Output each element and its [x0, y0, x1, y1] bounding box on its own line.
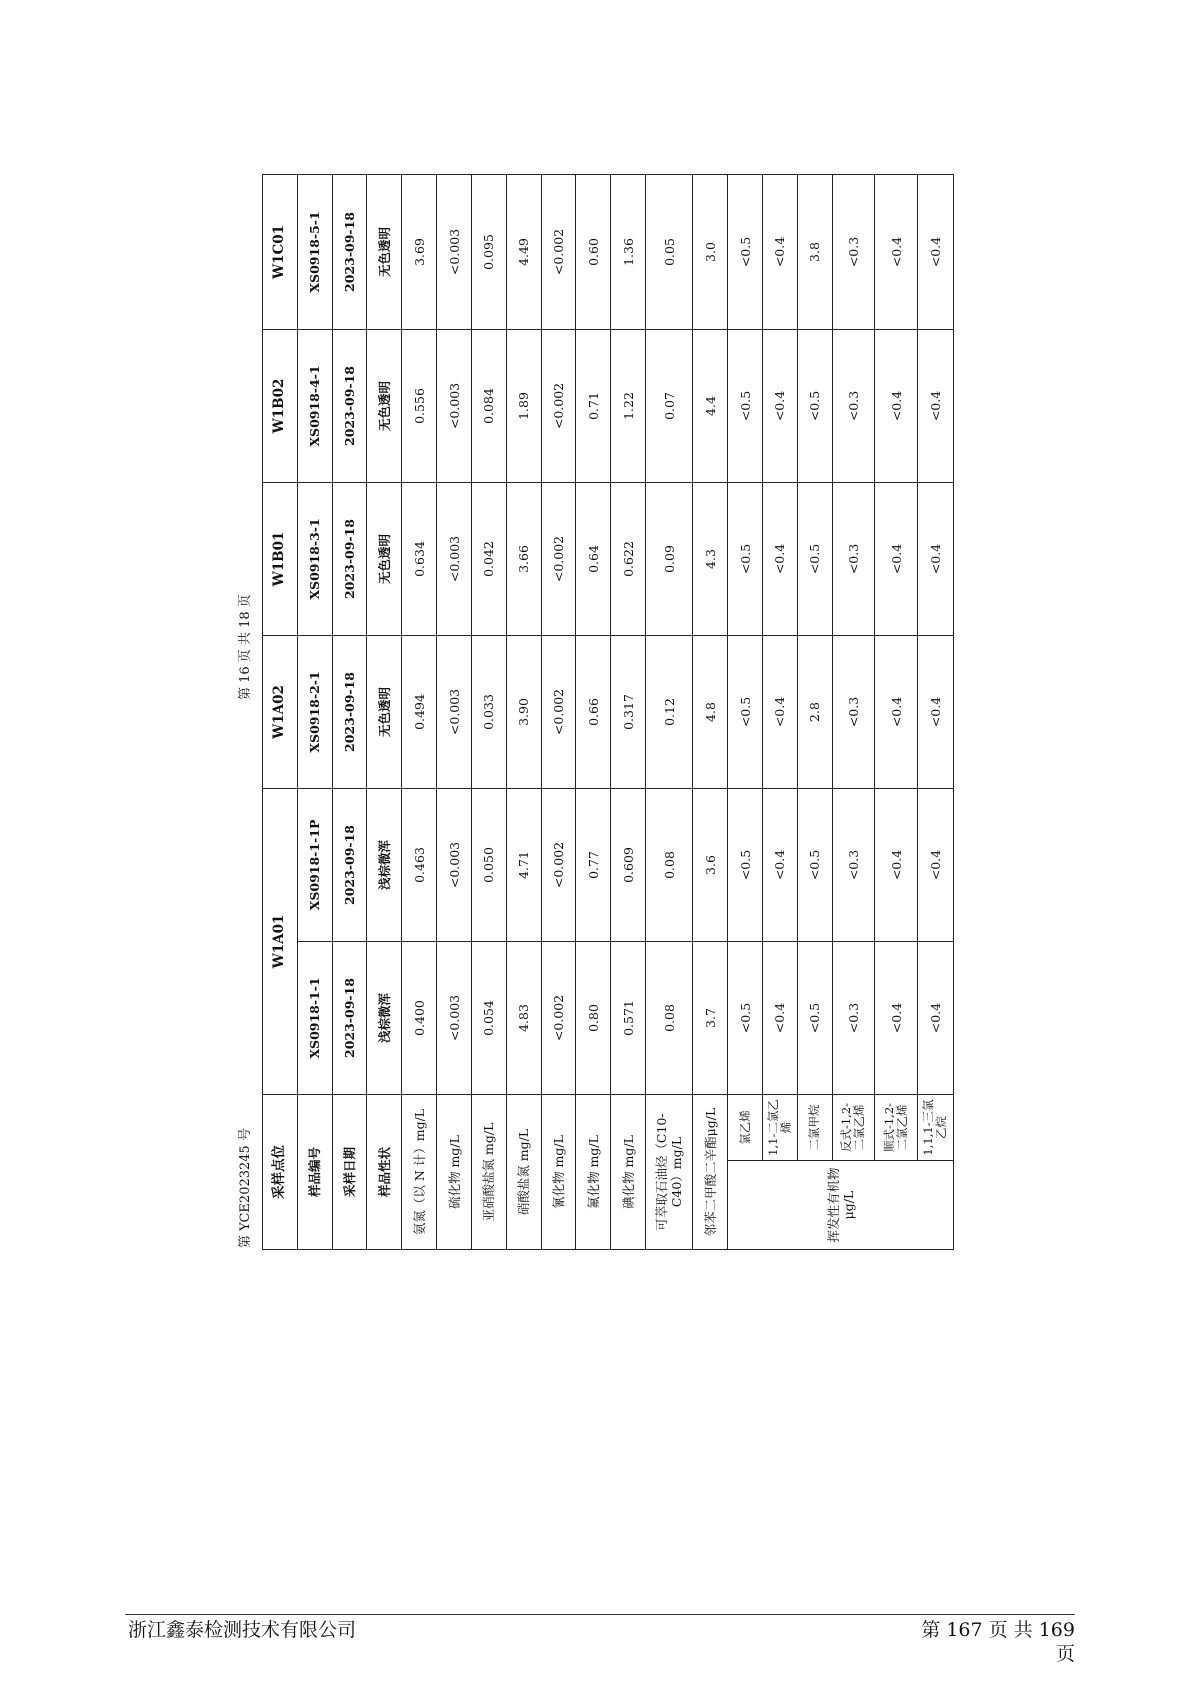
row-label-dcm: 二氯甲烷 [797, 1095, 832, 1161]
table-cell: 3.6 [693, 788, 728, 941]
table-cell: XS0918-1-1P [297, 788, 332, 941]
table-cell: 0.556 [402, 329, 437, 482]
table-row-tca111 [917, 174, 953, 1249]
table-cell: 0.095 [471, 174, 506, 329]
table-cell: 1.36 [611, 174, 646, 329]
table-cell: <0.4 [917, 635, 953, 788]
table-cell: 0.05 [646, 174, 693, 329]
table-cell: <0.5 [797, 482, 832, 635]
row-label-nitrite: 亚硝酸盐氮 mg/L [471, 1095, 506, 1250]
voc-group-label: 挥发性有机物μg/L [728, 1161, 954, 1250]
table-cell: 2023-09-18 [332, 788, 367, 941]
table-cell: 0.77 [576, 788, 611, 941]
table-cell: 4.71 [506, 788, 541, 941]
table-cell: 3.69 [402, 174, 437, 329]
table-cell: 无色透明 [367, 635, 402, 788]
table-cell: <0.002 [541, 482, 576, 635]
table-cell: <0.4 [875, 329, 918, 482]
table-cell: <0.4 [875, 635, 918, 788]
table-cell: 4.3 [693, 482, 728, 635]
table-cell: 浅棕微浑 [367, 788, 402, 941]
table-cell: <0.5 [728, 788, 763, 941]
table-cell: <0.5 [728, 329, 763, 482]
footer-page-number: 第 167 页 共 169 页 [921, 1619, 1075, 1665]
table-cell: <0.5 [728, 482, 763, 635]
table-cell: 0.60 [576, 174, 611, 329]
table-row-iodide [611, 174, 646, 1249]
table-cell: <0.002 [541, 174, 576, 329]
table-cell: 0.12 [646, 635, 693, 788]
table-cell: 0.400 [402, 942, 437, 1095]
row-label-vinyl-chloride: 氯乙烯 [728, 1095, 763, 1161]
point-w1c01: W1C01 [263, 174, 298, 329]
table-cell: <0.3 [832, 635, 875, 788]
row-label-nitrate: 硝酸盐氮 mg/L [506, 1095, 541, 1250]
table-cell: 4.8 [693, 635, 728, 788]
point-w1a01: W1A01 [263, 788, 298, 1094]
row-label-date: 采样日期 [332, 1095, 367, 1250]
table-cell: 0.571 [611, 942, 646, 1095]
table-cell: 0.71 [576, 329, 611, 482]
table-cell: XS0918-2-1 [297, 635, 332, 788]
table-cell: 4.49 [506, 174, 541, 329]
table-cell: <0.4 [762, 329, 797, 482]
row-label-cis-dce: 顺式-1,2-二氯乙烯 [875, 1095, 918, 1161]
table-cell: 1.89 [506, 329, 541, 482]
table-cell: <0.003 [437, 942, 472, 1095]
table-cell: <0.4 [875, 788, 918, 941]
table-cell: XS0918-3-1 [297, 482, 332, 635]
table-cell: 无色透明 [367, 329, 402, 482]
table-cell: 2023-09-18 [332, 635, 367, 788]
table-cell: <0.003 [437, 174, 472, 329]
table-cell: 0.084 [471, 329, 506, 482]
table-cell: XS0918-1-1 [297, 942, 332, 1095]
report-number: 第 YCE2023245 号 [238, 1128, 253, 1248]
table-cell: <0.4 [762, 174, 797, 329]
row-label-cyanide: 氰化物 mg/L [541, 1095, 576, 1250]
table-row-fluoride [576, 174, 611, 1249]
table-cell: <0.4 [917, 788, 953, 941]
table-cell: 3.0 [693, 174, 728, 329]
table-cell: <0.4 [762, 635, 797, 788]
table-cell: <0.002 [541, 635, 576, 788]
table-cell: <0.3 [832, 788, 875, 941]
table-cell: <0.002 [541, 788, 576, 941]
table-cell: 3.8 [797, 174, 832, 329]
table-cell: 0.609 [611, 788, 646, 941]
table-cell: <0.4 [762, 482, 797, 635]
row-label-iodide: 碘化物 mg/L [611, 1095, 646, 1250]
table-cell: <0.3 [832, 942, 875, 1095]
table-cell: <0.5 [797, 329, 832, 482]
table-cell: <0.4 [917, 482, 953, 635]
table-cell: <0.5 [728, 635, 763, 788]
table-cell: 0.80 [576, 942, 611, 1095]
inner-page-info: 第 16 页 共 18 页 [238, 594, 253, 700]
footer-company: 浙江鑫泰检测技术有限公司 [128, 1619, 357, 1641]
row-label-petroleum: 可萃取石油烃（C10-C40）mg/L [646, 1095, 693, 1250]
table-cell: 浅棕微浑 [367, 942, 402, 1095]
row-label-dehp: 邻苯二甲酸二辛酯μg/L [693, 1095, 728, 1250]
point-w1b02: W1B02 [263, 329, 298, 482]
table-cell: 无色透明 [367, 174, 402, 329]
results-table [262, 174, 954, 1250]
table-cell: <0.003 [437, 635, 472, 788]
table-cell: 1.22 [611, 329, 646, 482]
table-cell: 4.4 [693, 329, 728, 482]
table-cell: 2.8 [797, 635, 832, 788]
table-cell: 0.042 [471, 482, 506, 635]
table-cell: 3.66 [506, 482, 541, 635]
table-cell: <0.4 [875, 942, 918, 1095]
table-cell: <0.3 [832, 482, 875, 635]
table-cell: 0.463 [402, 788, 437, 941]
table-row-nitrate [506, 174, 541, 1249]
table-cell: 0.64 [576, 482, 611, 635]
table-row-dce11 [762, 174, 797, 1249]
table-cell: 0.08 [646, 788, 693, 941]
table-row-petroleum [646, 174, 693, 1249]
table-row-date [332, 174, 367, 1249]
table-row-cyanide [541, 174, 576, 1249]
table-cell: 2023-09-18 [332, 942, 367, 1095]
table-cell: <0.4 [875, 482, 918, 635]
table-cell: 2023-09-18 [332, 329, 367, 482]
table-cell: <0.4 [762, 942, 797, 1095]
table-cell: 0.317 [611, 635, 646, 788]
row-label-trans-dce: 反式-1,2-二氯乙烯 [832, 1095, 875, 1161]
table-cell: 0.07 [646, 329, 693, 482]
table-cell: 0.054 [471, 942, 506, 1095]
table-cell: 4.83 [506, 942, 541, 1095]
table-cell: 0.09 [646, 482, 693, 635]
table-cell: 2023-09-18 [332, 482, 367, 635]
table-cell: 0.634 [402, 482, 437, 635]
table-cell: <0.5 [797, 788, 832, 941]
table-row-cis-dce [875, 174, 918, 1249]
table-row-point [263, 174, 298, 1249]
table-cell: 0.622 [611, 482, 646, 635]
table-cell: <0.4 [917, 942, 953, 1095]
row-label-property: 样品性状 [367, 1095, 402, 1250]
table-cell: <0.002 [541, 942, 576, 1095]
table-row-sulfide [437, 174, 472, 1249]
table-cell: <0.5 [728, 942, 763, 1095]
table-cell: 0.033 [471, 635, 506, 788]
point-w1b01: W1B01 [263, 482, 298, 635]
table-cell: <0.3 [832, 329, 875, 482]
rotated-report-table-page [238, 175, 954, 1250]
table-row-dehp [693, 174, 728, 1249]
table-cell: <0.003 [437, 329, 472, 482]
table-row-vinyl-chloride [728, 174, 763, 1249]
table-cell: 0.050 [471, 788, 506, 941]
table-cell: <0.002 [541, 329, 576, 482]
table-cell: XS0918-5-1 [297, 174, 332, 329]
table-cell: 3.7 [693, 942, 728, 1095]
table-row-nitrite [471, 174, 506, 1249]
table-cell: <0.4 [917, 174, 953, 329]
footer-divider [125, 1614, 1075, 1615]
table-cell: <0.3 [832, 174, 875, 329]
table-cell: <0.4 [762, 788, 797, 941]
table-cell: <0.4 [917, 329, 953, 482]
table-cell: <0.5 [797, 942, 832, 1095]
table-cell: <0.4 [875, 174, 918, 329]
table-cell: 0.08 [646, 942, 693, 1095]
table-cell: 2023-09-18 [332, 174, 367, 329]
point-w1a02: W1A02 [263, 635, 298, 788]
table-row-property [367, 174, 402, 1249]
table-cell: XS0918-4-1 [297, 329, 332, 482]
table-row-sample-id [297, 174, 332, 1249]
table-cell: 0.494 [402, 635, 437, 788]
table-cell: <0.003 [437, 482, 472, 635]
table-cell: 0.66 [576, 635, 611, 788]
table-cell: <0.003 [437, 788, 472, 941]
row-label-dce11: 1,1-二氯乙烯 [762, 1095, 797, 1161]
row-label-tca111: 1,1,1-三氯乙烷 [917, 1095, 953, 1161]
table-row-ammonia [402, 174, 437, 1249]
table-cell: 无色透明 [367, 482, 402, 635]
row-label-sample-id: 样品编号 [297, 1095, 332, 1250]
table-row-dcm [797, 174, 832, 1249]
table-cell: 3.90 [506, 635, 541, 788]
table-row-trans-dce [832, 174, 875, 1249]
row-label-fluoride: 氟化物 mg/L [576, 1095, 611, 1250]
row-label-point: 采样点位 [263, 1095, 298, 1250]
table-cell: <0.5 [728, 174, 763, 329]
row-label-sulfide: 硫化物 mg/L [437, 1095, 472, 1250]
row-label-ammonia: 氨氮（以 N 计）mg/L [402, 1095, 437, 1250]
